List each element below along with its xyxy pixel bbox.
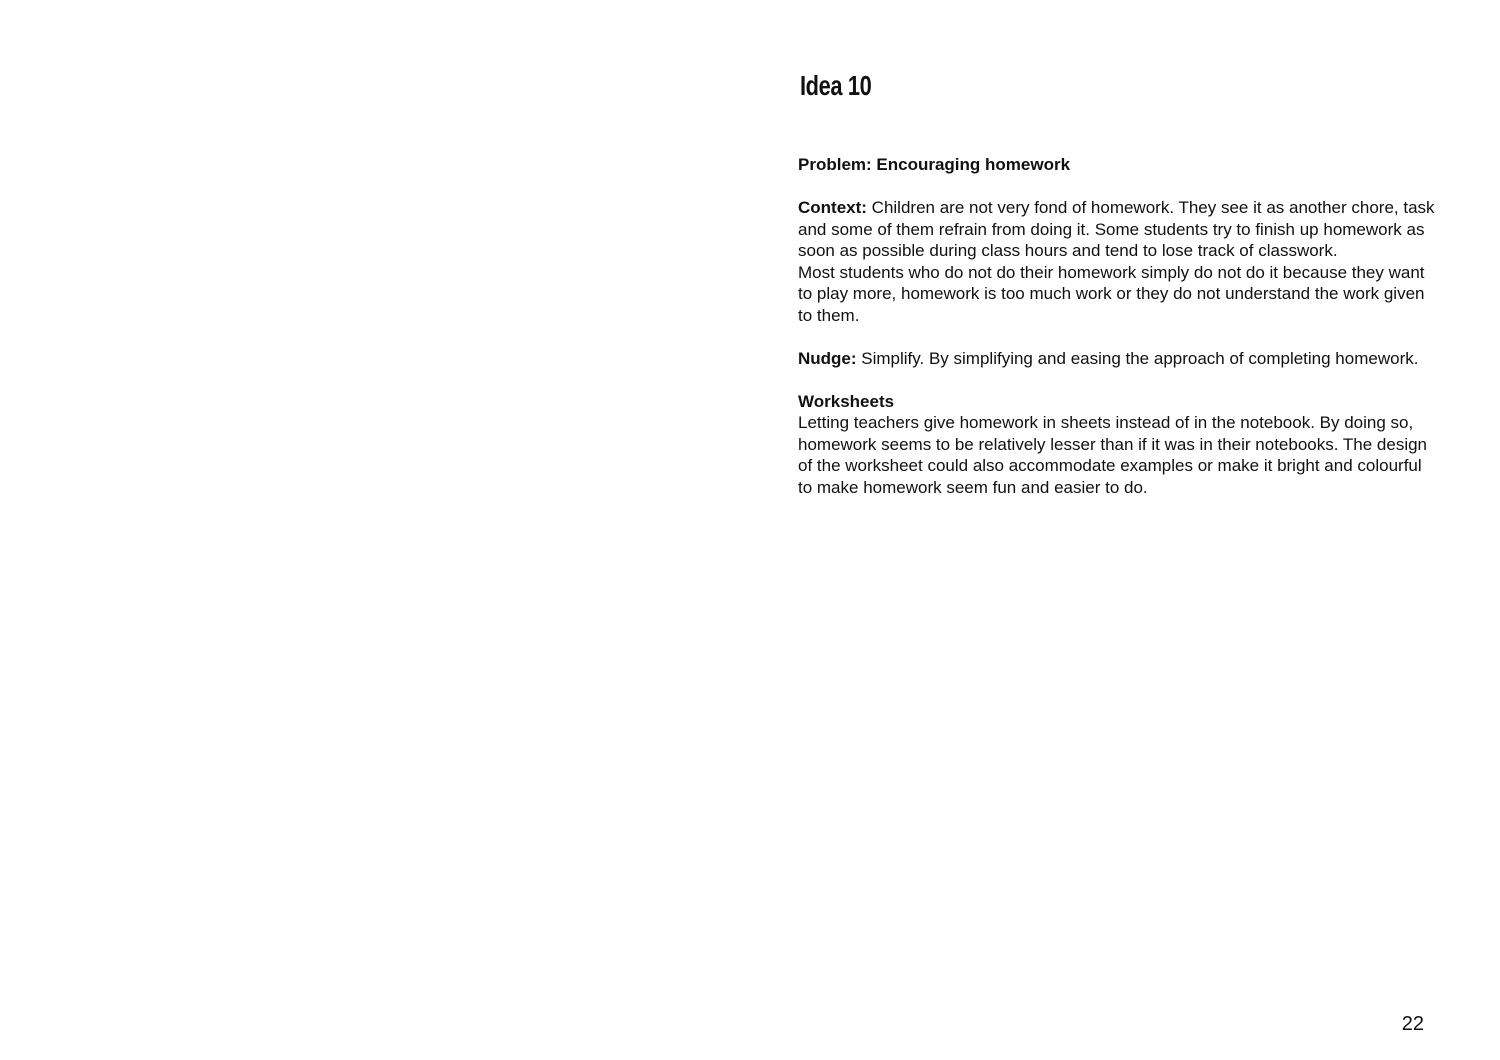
page-title: Idea 10 <box>800 70 872 101</box>
worksheets-paragraph: Letting teachers give homework in sheets instead of in the notebook. By doing so, homework seems to be relatively lesser than if it was in their notebooks. The design of the worksheet could also accommodate examples or make it bright and colourful to make homework seem fun and easier to do. <box>798 413 1427 497</box>
context-paragraph-2: Most students who do not do their homework simply do not do it because they want to play more, homework is too much work or they do not understand the work given to them. <box>798 262 1425 325</box>
context-section <box>798 197 1438 326</box>
problem-section <box>798 154 1438 176</box>
nudge-section <box>798 348 1438 370</box>
page-number: 22 <box>1401 1013 1424 1035</box>
context-paragraph <box>798 197 1438 262</box>
problem-heading: Problem: Encouraging homework <box>798 155 1071 174</box>
nudge-text: Simplify. By simplifying and easing the approach of completing homework. <box>856 348 1419 368</box>
content-body <box>798 154 1438 520</box>
nudge-label: Nudge: <box>798 348 857 368</box>
worksheets-section <box>798 391 1438 499</box>
context-text: Children are not very fond of homework. They see it as another chore, task and some of them refrain from doing it. Some students try to finish up homework as soon as possible during class hours and tend to lose track of classwork. <box>798 198 1435 260</box>
nudge-paragraph <box>798 348 1438 370</box>
worksheets-heading: Worksheets <box>798 391 895 411</box>
context-label: Context: <box>798 198 867 217</box>
